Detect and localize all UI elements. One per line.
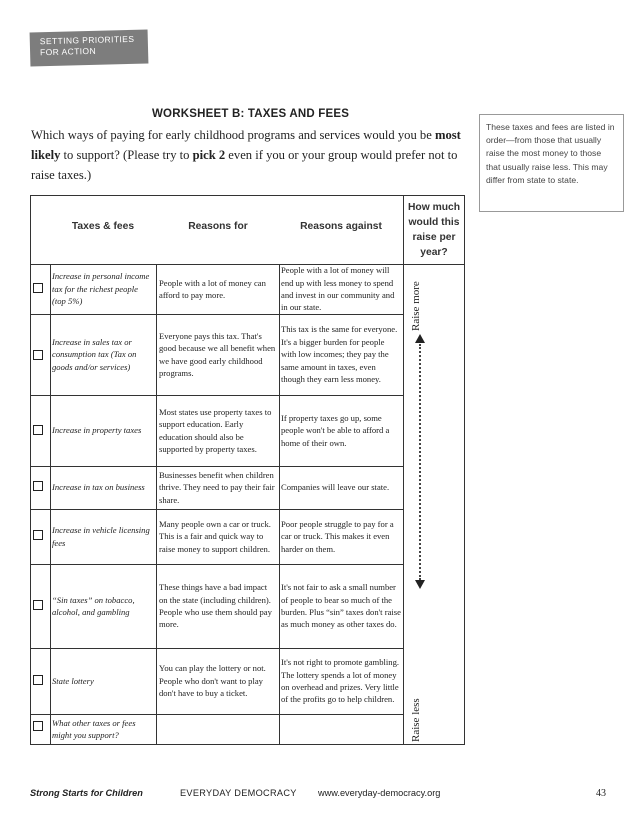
worksheet-title: WORKSHEET B: TAXES AND FEES xyxy=(152,108,350,120)
checkbox-income-tax[interactable] xyxy=(33,283,43,293)
arrow-down-icon xyxy=(415,580,425,589)
row-tax-other: What other taxes or fees might you support? xyxy=(52,717,136,740)
section-tag-line2: FOR ACTION xyxy=(39,45,97,58)
row-against-other xyxy=(281,714,401,744)
checkbox-state-lottery[interactable] xyxy=(33,675,43,685)
row-against-property: If property taxes go up, some people won't be able to afford a home of their own. xyxy=(281,412,390,448)
intro-part1: Which ways of paying for early childhood programs and services would you be xyxy=(31,128,435,142)
row-for-sin: These things have a bad impact on the state (including children). People who use them should pay more. xyxy=(159,582,272,630)
intro-bold2: pick 2 xyxy=(192,148,226,162)
arrow-up-icon xyxy=(415,334,425,343)
row-for-other xyxy=(159,714,277,744)
page-number: 43 xyxy=(596,788,606,799)
row-against-business: Companies will leave our state. xyxy=(281,482,390,493)
header-reasons-for: Reasons for xyxy=(188,221,248,232)
checkbox-business-tax[interactable] xyxy=(33,481,43,491)
row-for-property: Most states use property taxes to support education. Early education should also be supported by property taxes. xyxy=(159,406,272,454)
row-tax-lottery: State lottery xyxy=(52,675,94,686)
row-tax-income: Increase in personal income tax for the richest people (top 5%) xyxy=(52,271,150,307)
for-column-divider xyxy=(279,264,280,744)
footer-url[interactable]: www.everyday-democracy.org xyxy=(318,788,441,798)
raise-more-label: Raise more xyxy=(410,281,422,331)
against-column-divider xyxy=(403,196,404,744)
intro-text xyxy=(31,125,471,185)
checkbox-column-divider xyxy=(50,264,51,744)
header-taxes: Taxes & fees xyxy=(71,221,135,232)
checkbox-sales-tax[interactable] xyxy=(33,350,43,360)
section-tag xyxy=(30,29,149,66)
row-for-business: Businesses benefit when children thrive. They need to pay their fair share. xyxy=(159,469,275,505)
row-for-sales: Everyone pays this tax. That's good because we all benefit when we have good early childhood programs. xyxy=(159,330,276,378)
row-for-lottery: You can play the lottery or not. People who don't want to play don't have to buy a ticket. xyxy=(159,663,266,699)
raise-less-label: Raise less xyxy=(410,698,422,742)
row-tax-vehicle: Increase in vehicle licensing fees xyxy=(52,525,150,548)
row-against-lottery: It's not right to promote gambling. The lottery spends a lot of money on overhead and prizes. Very little of the profits go to help children. xyxy=(281,657,400,705)
footer-title: Strong Starts for Children xyxy=(30,788,143,798)
intro-part3: even if you or your group would prefer not to raise taxes.) xyxy=(31,148,458,182)
row-tax-business: Increase in tax on business xyxy=(52,482,145,493)
sidebar-note: These taxes and fees are listed in order—from those that usually raise the most money to those that usually raise less. This may differ from state to state. xyxy=(479,114,624,212)
checkbox-sin-taxes[interactable] xyxy=(33,600,43,610)
row-against-income: People with a lot of money will end up with less money to spend and invest in our community and in our state. xyxy=(281,265,395,313)
section-tag-line1: SETTING PRIORITIES xyxy=(39,33,135,47)
checkbox-property-tax[interactable] xyxy=(33,425,43,435)
header-reasons-against: Reasons against xyxy=(300,221,382,232)
intro-bold1: most likely xyxy=(31,128,461,162)
taxes-column-divider xyxy=(156,264,157,744)
row-against-sin: It's not fair to ask a small number of people to bear so much of the burden. Plus “sin” taxes don't raise as much money as other taxes do. xyxy=(281,582,401,630)
row-for-income: People with a lot of money can afford to pay more. xyxy=(159,277,266,300)
row-tax-property: Increase in property taxes xyxy=(52,425,142,436)
dotted-scale-line xyxy=(419,344,421,580)
row-against-vehicle: Poor people struggle to pay for a car or truck. This makes it even harder on them. xyxy=(281,518,394,554)
row-tax-sin: “Sin taxes” on tobacco, alcohol, and gambling xyxy=(52,594,135,617)
row-tax-sales: Increase in sales tax or consumption tax (Tax on goods and/or services) xyxy=(52,336,137,372)
row-against-sales: This tax is the same for everyone. It's a bigger burden for people with low incomes; they pay the same amount in taxes, even though they earn less money. xyxy=(281,324,398,385)
footer-org: EVERYDAY DEMOCRACY xyxy=(180,788,297,798)
header-how-much: How much would this raise per year? xyxy=(407,202,461,258)
intro-part2: to support? (Please try to xyxy=(60,148,193,162)
checkbox-other-taxes[interactable] xyxy=(33,721,43,731)
raise-scale xyxy=(405,196,435,744)
checkbox-vehicle-fees[interactable] xyxy=(33,530,43,540)
worksheet-table xyxy=(30,195,465,745)
row-for-vehicle: Many people own a car or truck. This is a fair and quick way to raise money to support children. xyxy=(159,518,271,554)
